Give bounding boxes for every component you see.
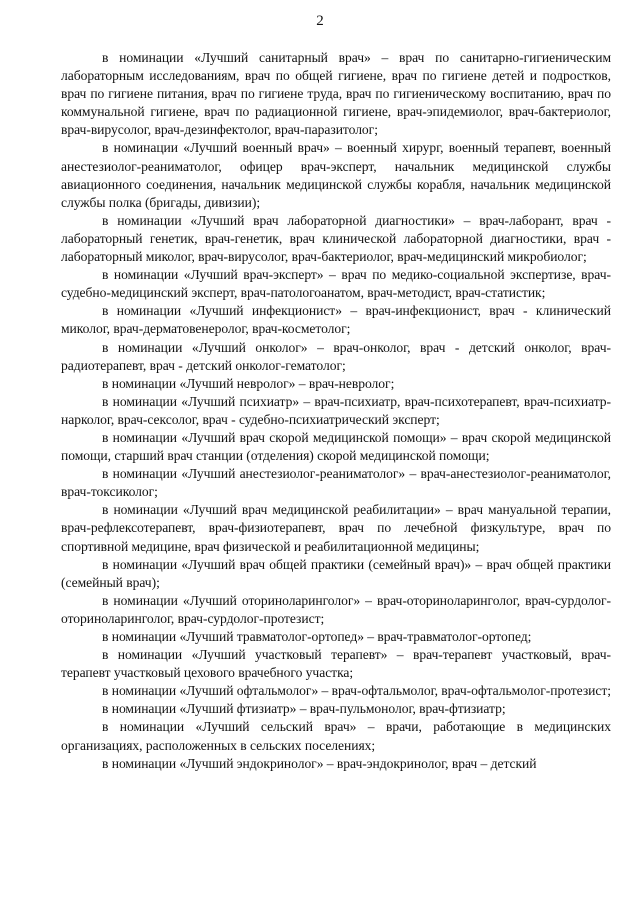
nomination-paragraph: в номинации «Лучший травматолог-ортопед» – врач-травматолог-ортопед; xyxy=(102,629,532,644)
nomination-paragraph: в номинации «Лучший врач общей практики (семейный врач)» – врач общей практики (семейный врач); xyxy=(61,556,611,590)
nomination-paragraph: в номинации «Лучший фтизиатр» – врач-пульмонолог, врач-фтизиатр; xyxy=(102,701,506,717)
nomination-paragraph: в номинации «Лучший инфекционист» – врач-инфекционист, врач - клинический миколог, врач-дерматовенеролог, врач-косметолог; xyxy=(61,303,611,337)
nomination-paragraph: в номинации «Лучший сельский врач» – врачи, работающие в медицинских организациях, расположенных в сельских поселениях; xyxy=(61,719,611,753)
nomination-paragraph: в номинации «Лучший врач скорой медицинской помощи» – врач скорой медицинской помощи, старший врач станции (отделения) скорой медицинской помощи; xyxy=(61,429,611,464)
document-body xyxy=(61,49,611,773)
nomination-paragraph: в номинации «Лучший эндокринолог» – врач-эндокринолог, врач – детский xyxy=(102,755,537,771)
nomination-paragraph: в номинации «Лучший врач лабораторной диагностики» – врач-лаборант, врач - лабораторный генетик, врач-генетик, врач клинической лабораторной диагностики, врач - лабораторный миколог, врач-вирусолог, врач-бактериолог, врач-медицинский микробиолог; xyxy=(61,212,611,265)
nomination-paragraph: в номинации «Лучший военный врач» – военный хирург, военный терапевт, военный анестезиолог-реаниматолог, офицер врач-эксперт, начальник медицинской службы авиационного соединения, начальник медицинской службы корабля, начальник медицинской службы полка (бригады, дивизии); xyxy=(61,140,611,210)
nomination-paragraph: в номинации «Лучший врач медицинской реабилитации» – врач мануальной терапии, врач-рефлексотерапевт, врач-физиотерапевт, врач по лечебной физкультуре, врач по спортивной медицине, врач физической и реабилитационной медицины; xyxy=(61,502,611,554)
nomination-paragraph: в номинации «Лучший невролог» – врач-невролог; xyxy=(102,375,395,391)
nomination-paragraph: в номинации «Лучший анестезиолог-реаниматолог» – врач-анестезиолог-реаниматолог, врач-токсиколог; xyxy=(61,466,611,500)
nomination-paragraph: в номинации «Лучший офтальмолог» – врач-офтальмолог, врач-офтальмолог-протезист; xyxy=(102,683,611,699)
nomination-paragraph: в номинации «Лучший онколог» – врач-онколог, врач - детский онколог, врач-радиотерапевт, врач - детский онколог-гематолог; xyxy=(61,339,611,373)
nomination-paragraph: в номинации «Лучший врач-эксперт» – врач по медико-социальной экспертизе, врач-судебно-медицинский эксперт, врач-патологоанатом, врач-методист, врач-статистик; xyxy=(61,267,611,301)
page-number: 2 xyxy=(316,13,324,29)
nomination-paragraph: в номинации «Лучший санитарный врач» – врач по санитарно-гигиеническим лабораторным исследованиям, врач по общей гигиене, врач по гигиене детей и подростков, врач по гигиене питания, врач по гигиене труда, врач по гигиеническому воспитанию, врач по коммунальной гигиене, врач по радиационной гигиене, врач-эпидемиолог, врач-бактериолог, врач-вирусолог, врач-дезинфектолог, врач-паразитолог; xyxy=(61,50,611,138)
nomination-paragraph: в номинации «Лучший оториноларинголог» – врач-оториноларинголог, врач-сурдолог-оториноларинголог, врач-сурдолог-протезист; xyxy=(61,592,611,626)
nomination-paragraph: в номинации «Лучший участковый терапевт» – врач-терапевт участковый, врач-терапевт участковый цехового врачебного участка; xyxy=(61,647,611,681)
nomination-paragraph: в номинации «Лучший психиатр» – врач-психиатр, врач-психотерапевт, врач-психиатр-нарколог, врач-сексолог, врач - судебно-психиатрический эксперт; xyxy=(61,393,611,427)
